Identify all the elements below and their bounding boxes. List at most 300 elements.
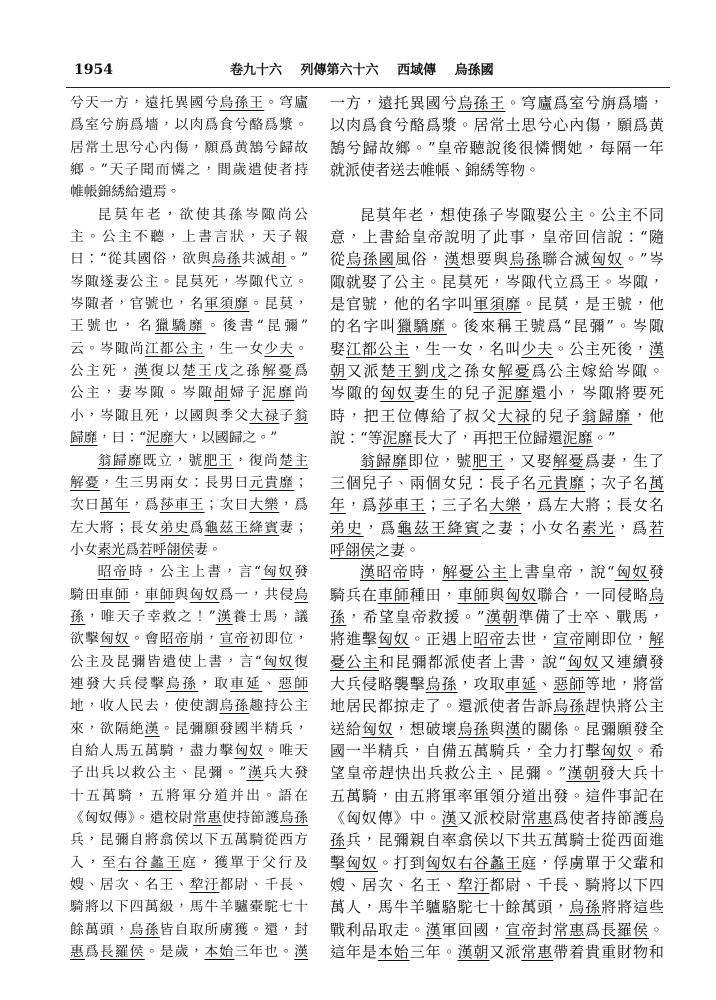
text-segment: ，又娶	[504, 451, 553, 470]
proper-noun: 翁	[294, 407, 308, 424]
text-segment: 趣持公主	[249, 698, 308, 715]
text-segment: 戰利品取走。	[330, 920, 426, 939]
text-segment: 之妻；小女名	[481, 518, 582, 537]
text-segment: ，攻取	[457, 674, 506, 693]
proper-noun: 本始	[377, 943, 410, 962]
paragraph	[70, 450, 308, 562]
proper-noun: 烏	[648, 585, 664, 604]
text-segment: 欲擊	[70, 631, 100, 648]
text-segment: 這年是	[330, 943, 378, 962]
text-line	[70, 829, 308, 851]
paragraph	[70, 561, 308, 963]
text-line	[70, 651, 308, 673]
proper-noun: 年	[330, 496, 346, 515]
text-line	[330, 807, 664, 829]
text-segment: 爲	[189, 519, 205, 536]
text-segment: 三年也。	[234, 944, 295, 961]
proper-noun: 烏	[648, 809, 664, 827]
text-segment: 發大兵十	[600, 764, 664, 783]
text-segment: 封	[537, 920, 554, 939]
text-line	[70, 606, 308, 628]
text-segment: 望皇帝趕快出兵救公主、昆彌。”	[330, 764, 567, 783]
text-segment: 上書皇帝，說“	[508, 563, 615, 582]
text-segment: ，希望皇帝救援。”	[346, 607, 485, 626]
proper-noun: 獵驕靡	[396, 317, 447, 336]
proper-noun: 匈奴	[591, 250, 624, 269]
text-segment: 兵，昆彌自將翕侯以下五萬騎從西方	[70, 832, 308, 849]
text-segment: ，生一女，名叫	[409, 339, 522, 358]
proper-noun: 肥王	[472, 451, 505, 470]
text-segment: ，復尚	[233, 452, 280, 469]
proper-noun: 車師	[377, 585, 410, 604]
text-segment: 公主及昆彌皆遣使上書，言“	[70, 653, 262, 670]
text-segment: 。後來稱王號爲“昆彌”。岑陬	[446, 317, 664, 336]
text-segment: 。昆莫，是王號，他	[521, 295, 664, 314]
text-line	[330, 427, 664, 449]
text-segment: ，爲	[363, 518, 398, 537]
proper-noun: 烏孫國	[346, 250, 396, 269]
text-line	[330, 338, 664, 360]
text-segment: 嫂、居次、名王、	[70, 877, 190, 894]
text-segment: 妻；	[279, 519, 308, 536]
text-segment: 共滅	[241, 251, 272, 268]
proper-noun: 楚王劉戊	[380, 362, 448, 381]
proper-noun: 匈奴	[361, 719, 394, 738]
text-segment: ，爲	[615, 518, 649, 537]
text-segment: 與	[489, 719, 506, 738]
proper-noun: 匈奴	[566, 652, 601, 671]
proper-noun: 漢	[444, 250, 461, 269]
text-segment: ，爲	[129, 497, 160, 514]
text-segment: 趕快將公主	[585, 697, 664, 716]
proper-noun: 翁歸靡	[581, 406, 633, 425]
translation-column	[330, 92, 664, 963]
text-segment: 爲	[84, 944, 100, 961]
text-line	[330, 785, 664, 807]
text-segment: 王號也，名	[70, 318, 155, 335]
text-line	[70, 919, 308, 941]
proper-noun: 車師	[457, 585, 490, 604]
text-segment: 發	[648, 563, 664, 582]
proper-noun: 胡	[214, 385, 231, 402]
paragraph	[70, 92, 308, 204]
text-line	[70, 941, 308, 963]
text-segment: 就派使者送去帷帳、錦綉等物。	[330, 161, 541, 180]
text-segment: 餘萬頭，	[70, 921, 130, 938]
text-segment: 初即位，	[249, 631, 308, 648]
text-segment: 一方，遠托異國兮	[330, 94, 458, 112]
proper-noun: 宣帝	[505, 920, 538, 939]
text-segment: 五萬騎，由五將軍率軍領分道出發。這件事記在	[330, 786, 664, 805]
proper-noun: 元貴靡	[537, 473, 586, 492]
text-line	[70, 584, 308, 606]
text-line	[330, 740, 664, 762]
text-segment: 岑陬遂妻公主。昆莫死，岑陬代立。	[70, 273, 308, 290]
proper-noun: 解憂	[552, 451, 585, 470]
text-segment: 曰：“從其國俗，欲與	[70, 251, 212, 268]
text-segment: 與	[489, 585, 506, 604]
text-segment: ；三子名	[425, 496, 490, 515]
text-line	[330, 718, 664, 740]
text-line	[70, 673, 308, 695]
text-segment: 來，欲隔絶	[70, 720, 145, 737]
text-segment: 送給	[330, 719, 362, 738]
text-segment: 十五萬騎，五將軍分道并出。語在	[70, 787, 308, 804]
text-segment: 庭，俘虜單于父輩和	[521, 853, 664, 872]
text-line	[330, 293, 664, 315]
text-segment: 發	[294, 564, 308, 581]
text-segment: 爲	[125, 541, 139, 558]
proper-noun: 常惠	[521, 943, 554, 962]
proper-noun: 匈奴	[189, 586, 220, 603]
proper-noun: 萬	[648, 473, 664, 492]
text-segment: ，爲左大將；長女名	[521, 496, 664, 515]
text-line	[330, 360, 664, 382]
text-segment: 兵，昆彌親自率翕侯以下共五萬騎士從西面進	[345, 831, 664, 850]
proper-noun: 孫	[70, 608, 86, 625]
text-segment: 子出兵以救公主、昆彌。”	[70, 765, 247, 782]
text-line	[330, 584, 664, 606]
text-segment: 大，以國歸之。”	[173, 430, 278, 447]
text-segment: ，他	[632, 406, 664, 425]
text-segment: 爲	[585, 920, 602, 939]
text-segment: ，生三男兩女：長男曰	[99, 474, 250, 491]
text-segment: ；次曰	[204, 497, 250, 514]
text-segment: 鵠兮歸故鄉。”皇帝聽說後很憐憫她，每隔一年	[330, 138, 664, 157]
text-segment: 又派	[346, 362, 381, 381]
text-segment: 帷帳錦綉給遺焉。	[70, 184, 181, 201]
proper-noun: 弟史	[159, 519, 190, 536]
text-segment: 即位，號	[408, 451, 473, 470]
text-segment: 。	[294, 340, 308, 357]
text-segment: 都尉、千長、騎將以下四	[489, 876, 664, 895]
text-line	[70, 204, 308, 226]
proper-noun: 匈奴	[234, 742, 265, 759]
proper-noun: 翁歸靡	[360, 451, 409, 470]
text-line	[330, 271, 664, 293]
proper-noun: 烏孫王	[457, 94, 506, 112]
proper-noun: 若	[648, 518, 664, 537]
text-segment: 騎田	[70, 586, 100, 603]
proper-noun: 宣帝	[553, 630, 586, 649]
text-segment: 。昆彌願發國半精兵，	[159, 720, 308, 737]
text-segment: 與	[174, 586, 190, 603]
text-line	[330, 226, 664, 248]
text-segment: 騎將以下四萬級，馬牛羊驢橐駝七十	[70, 899, 308, 916]
text-line	[70, 226, 308, 248]
text-segment: 又派	[489, 943, 522, 962]
proper-noun: 孫	[330, 607, 347, 626]
proper-noun: 漢朝	[484, 607, 519, 626]
proper-noun: 匈奴	[345, 853, 378, 872]
text-segment: 妻。	[194, 541, 222, 558]
text-line	[330, 494, 664, 516]
text-segment: 《匈奴傳》。遣校尉	[70, 810, 194, 826]
text-line	[70, 382, 308, 404]
proper-noun: 烏孫	[219, 698, 250, 715]
text-segment: 。穹廬爲室兮旃爲墻，	[505, 94, 664, 112]
text-segment: 、	[262, 675, 279, 692]
proper-noun: 龜茲王絳賓	[204, 519, 280, 536]
text-segment: 將將這些	[601, 898, 664, 917]
text-segment: 復以	[150, 363, 183, 380]
text-segment: 是官號，他的名字叫	[330, 295, 474, 314]
text-line	[330, 695, 664, 717]
text-segment: 小女	[70, 541, 98, 558]
text-segment: ，取	[198, 675, 231, 692]
text-line	[70, 852, 308, 874]
text-segment: 之孫	[230, 363, 263, 380]
proper-noun: 軍須靡	[473, 295, 522, 314]
proper-noun: 朝	[330, 362, 347, 381]
proper-noun: 泥靡	[497, 384, 532, 403]
proper-noun: 解憂公主	[442, 563, 509, 582]
text-line	[330, 561, 664, 583]
text-line	[330, 472, 664, 494]
paragraph	[70, 204, 308, 450]
text-line	[330, 450, 664, 472]
proper-noun: 惠	[70, 944, 85, 961]
proper-noun: 解	[648, 630, 664, 649]
text-segment: 的兒子	[531, 406, 582, 425]
text-segment: 帶着貴重財物和	[553, 943, 664, 962]
text-segment: 。是歲，	[144, 944, 205, 961]
text-line	[70, 494, 308, 516]
text-segment: 尚	[294, 385, 308, 402]
text-segment: 嫂、居次、名王、	[330, 876, 458, 895]
text-line	[70, 896, 308, 918]
proper-noun: 漢朝	[566, 764, 601, 783]
proper-noun: 泥靡	[562, 429, 593, 448]
proper-noun: 解憂	[70, 474, 100, 491]
text-segment: 時，公主上書，言“	[128, 564, 262, 581]
text-segment: 。昆莫，	[249, 296, 308, 313]
proper-noun: 江都公主	[144, 340, 205, 357]
classical-text-column	[70, 92, 308, 963]
text-segment: 既立，號	[142, 452, 204, 469]
text-line	[330, 92, 664, 114]
text-segment: 將進擊	[330, 630, 378, 649]
text-segment: 。”	[592, 429, 616, 448]
proper-noun: 漢	[441, 809, 458, 827]
text-segment: 。會	[129, 631, 160, 648]
text-segment: 又派校尉	[457, 809, 522, 827]
proper-noun: 呼翖侯	[330, 540, 376, 559]
proper-noun: 右谷蠡王	[118, 854, 183, 871]
text-segment: 云。岑陬尚	[70, 340, 145, 357]
text-segment: 娶	[330, 339, 346, 358]
text-line	[70, 762, 308, 784]
proper-noun: 少夫	[521, 339, 554, 358]
text-segment: 。	[648, 920, 664, 939]
proper-noun: 少夫	[264, 340, 295, 357]
text-segment: 時，把王位傳給了叔父	[330, 406, 498, 425]
text-segment: ；	[294, 474, 308, 491]
running-title-volume: 卷九十六	[230, 63, 283, 78]
text-segment: 。正遇上	[409, 630, 474, 649]
proper-noun: 漢	[294, 944, 308, 961]
running-title	[230, 62, 508, 80]
text-line	[70, 785, 308, 807]
proper-noun: 常惠	[553, 920, 586, 939]
proper-noun: 烏孫	[279, 810, 308, 826]
text-line	[70, 427, 308, 449]
paragraph	[330, 450, 664, 562]
text-line	[330, 315, 664, 337]
text-segment: 之孫女	[447, 362, 498, 381]
page-number: 1954	[74, 62, 113, 78]
text-segment: ，爲	[345, 496, 378, 515]
text-segment: 昆莫年老，想使孫子岑陬娶公主。公主不同	[360, 205, 664, 224]
proper-noun: 本始	[204, 944, 235, 961]
text-line	[70, 517, 308, 539]
proper-noun: 弟史	[330, 518, 364, 537]
proper-noun: 車師	[144, 586, 175, 603]
proper-noun: 烏孫	[425, 674, 458, 693]
proper-noun: 宣帝	[219, 631, 250, 648]
text-line	[330, 539, 664, 561]
text-line	[70, 874, 308, 896]
text-line	[70, 271, 308, 293]
text-segment: 又連續發	[600, 652, 664, 671]
proper-noun: 獵驕靡	[154, 318, 206, 335]
text-line	[70, 181, 308, 203]
proper-noun: 匈奴	[505, 585, 538, 604]
proper-noun: 昭帝	[97, 564, 129, 581]
proper-noun: 匈奴	[377, 630, 410, 649]
text-segment: 騎兵在	[330, 585, 378, 604]
text-line	[70, 561, 308, 583]
proper-noun: 烏孫	[129, 921, 160, 938]
paragraph	[330, 204, 664, 450]
proper-noun: 匈奴	[261, 653, 295, 670]
proper-noun: 漢	[246, 765, 264, 782]
proper-noun: 素光	[581, 518, 616, 537]
text-line	[330, 852, 664, 874]
text-segment: 陬就娶了公主。昆莫死，岑陬代立爲王。岑陬，	[330, 272, 664, 291]
text-line	[70, 315, 308, 337]
proper-noun: 翁歸靡	[97, 452, 143, 469]
proper-noun: 若呼翖侯	[138, 541, 195, 558]
text-segment: 左大將；長女	[70, 519, 160, 536]
text-line	[70, 718, 308, 740]
paragraph	[330, 92, 664, 181]
proper-noun: 漢	[144, 720, 160, 737]
text-segment: 和昆彌都派使者上書，說“	[378, 652, 567, 671]
proper-noun: 烏孫	[569, 898, 602, 917]
text-segment: ，爲	[279, 497, 308, 514]
text-segment: 。”岑	[623, 250, 664, 269]
proper-noun: 大樂	[249, 497, 280, 514]
running-title-chapter: 列傳第六十六	[300, 63, 379, 78]
text-segment: 還小，岑陬將要死	[531, 384, 664, 403]
text-segment: ，曰：“	[97, 430, 147, 447]
text-line	[330, 896, 664, 918]
text-line	[330, 114, 664, 136]
text-segment: 岑陬者，官號也，名	[70, 296, 205, 313]
text-line	[330, 606, 664, 628]
text-segment: 都尉、千長、	[219, 877, 308, 894]
text-line	[330, 651, 664, 673]
proper-noun: 常惠	[521, 809, 554, 827]
proper-noun: 泥靡	[262, 385, 295, 402]
text-line	[70, 450, 308, 472]
proper-noun: 惡師	[278, 675, 308, 692]
text-line	[330, 628, 664, 650]
text-line	[330, 382, 664, 404]
proper-noun: 泥靡	[382, 429, 413, 448]
proper-noun: 犂汙	[189, 877, 220, 894]
text-line	[70, 539, 308, 561]
text-segment: 國一半精兵，自備五萬騎兵，全力打擊	[330, 741, 602, 760]
text-segment: 崩，	[189, 631, 220, 648]
text-segment: 地，收人民去，使使謂	[70, 698, 220, 715]
proper-noun: 漢	[505, 719, 522, 738]
proper-noun: 莎車王	[377, 496, 426, 515]
proper-noun: 肥王	[203, 452, 234, 469]
text-segment: 軍回國，	[441, 920, 506, 939]
text-segment: 庭，獲單于父行及	[182, 854, 308, 871]
proper-noun: 車師	[99, 586, 130, 603]
text-segment: 婦子	[230, 385, 263, 402]
text-segment: ，生一女	[204, 340, 265, 357]
text-segment: 。公主死後，	[553, 339, 649, 358]
proper-noun: 泥靡	[146, 430, 174, 447]
text-segment: 準備了士卒、戰馬，	[518, 607, 664, 626]
text-segment: 的名字叫	[330, 317, 397, 336]
text-segment: 入，至	[70, 854, 119, 871]
text-line	[70, 114, 308, 136]
text-segment: ；次子名	[585, 473, 649, 492]
text-segment: 連發大兵侵擊	[70, 675, 167, 692]
header-rule	[66, 87, 670, 88]
text-line	[330, 941, 664, 963]
proper-noun: 楚主	[279, 452, 308, 469]
text-line	[330, 919, 664, 941]
text-segment: 三年。	[409, 943, 458, 962]
text-segment: 小，岑陬且死，以國與季父	[70, 407, 250, 424]
text-line	[70, 695, 308, 717]
text-segment: ，	[129, 586, 145, 603]
proper-noun: 胡	[271, 251, 287, 268]
proper-noun: 解憂	[497, 362, 532, 381]
text-segment: 。”	[286, 251, 308, 268]
proper-noun: 烏孫王	[219, 95, 265, 111]
text-segment: 岑陬的	[330, 384, 381, 403]
proper-noun: 解憂	[262, 363, 295, 380]
text-line	[70, 137, 308, 159]
text-segment: 剛即位，	[585, 630, 649, 649]
proper-noun: 烏孫	[211, 251, 242, 268]
text-segment: 長大了，再把王位歸還	[412, 429, 563, 448]
proper-noun: 車延	[505, 674, 538, 693]
text-segment: 爲一，共侵	[219, 586, 295, 603]
proper-noun: 烏孫	[509, 250, 543, 269]
running-title-subsection: 烏孫國	[454, 63, 494, 78]
text-segment: 等地，將當	[585, 674, 664, 693]
text-segment: 。穹廬	[264, 95, 308, 111]
proper-noun: 大樂	[489, 496, 522, 515]
proper-noun: 元貴靡	[249, 474, 295, 491]
proper-noun: 龜茲王絳賓	[397, 518, 482, 537]
paragraph	[330, 561, 664, 963]
text-segment: 說：“等	[330, 429, 383, 448]
text-segment: 爲公主嫁給岑陬。	[531, 362, 664, 381]
text-segment: 爲室兮旃爲墻，以肉爲食兮酪爲漿。	[70, 117, 308, 134]
text-segment: 以肉爲食兮酪爲漿。居常土思兮心內傷，願爲黄	[330, 116, 664, 135]
text-segment: 兮天一方，遠托異國兮	[70, 95, 220, 111]
text-segment: ，唯天子幸救之！”	[85, 608, 216, 625]
